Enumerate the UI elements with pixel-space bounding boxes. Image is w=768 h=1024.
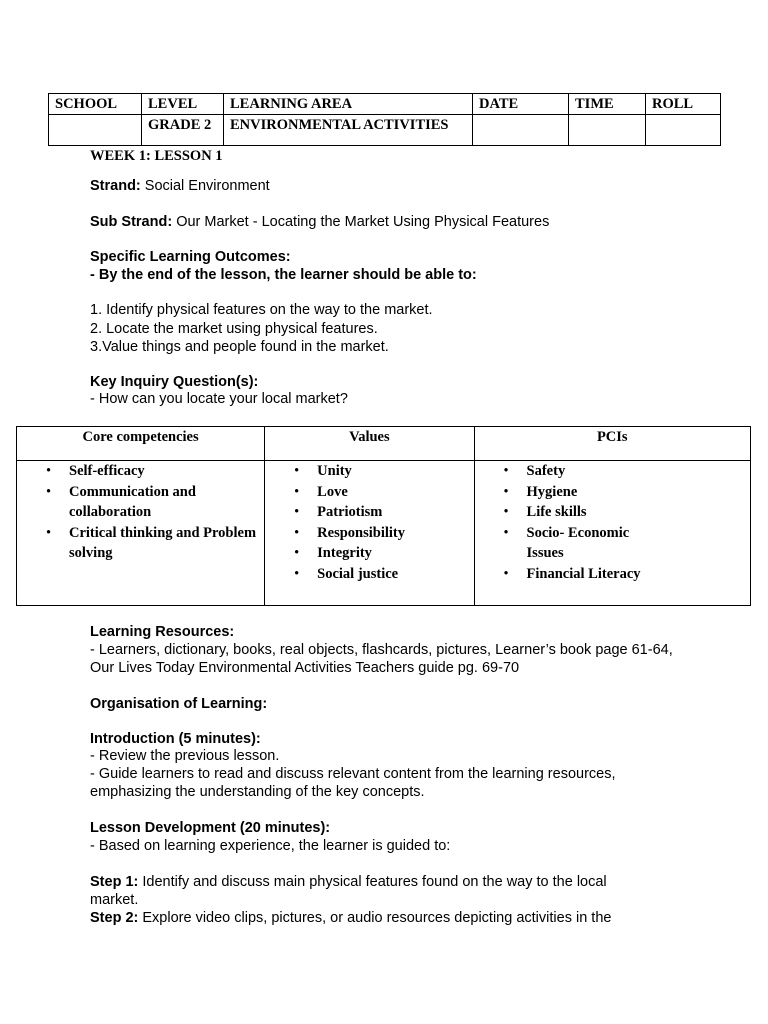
values-header: Values [265,427,474,461]
week-lesson-title: WEEK 1: LESSON 1 [90,148,223,164]
header-roll: ROLL [646,94,721,115]
introduction-heading: Introduction (5 minutes): [90,731,261,747]
development-step [90,873,650,909]
pci-item: • Socio- Economic Issues [527,523,750,564]
development-steps [90,873,650,927]
pci-item: • Life skills [527,502,750,523]
development-step [90,909,650,927]
value-school [49,115,142,146]
values-cell [265,461,474,606]
outcomes-list [90,301,690,357]
pcis-header: PCIs [474,427,750,461]
core-competencies-header: Core competencies [17,427,265,461]
outcomes-intro: - By the end of the lesson, the learner should be able to: [90,267,477,283]
introduction-item: - Guide learners to read and discuss relevant content from the learning resources, emphasizing the understanding of the key concepts. [90,766,616,800]
value-level: GRADE 2 [142,115,224,146]
value-item: • Patriotism [317,502,473,523]
pci-item: • Financial Literacy [527,564,750,585]
development-heading: Lesson Development (20 minutes): [90,820,331,836]
strand-line [90,177,690,195]
value-learning-area: ENVIRONMENTAL ACTIVITIES [224,115,473,146]
values-list [265,461,473,584]
development-intro: - Based on learning experience, the learner is guided to: [90,838,451,854]
pcis-list [475,461,750,584]
value-item: • Integrity [317,543,473,564]
core-competency-item: • Critical thinking and Problem solving [69,523,264,564]
pcis-cell [474,461,750,606]
inquiry-question: - How can you locate your local market? [90,391,348,407]
organisation-heading: Organisation of Learning: [90,696,268,712]
competencies-table [16,426,751,606]
value-item: • Unity [317,461,473,482]
strand-label: Strand: [90,178,141,194]
value-date [473,115,569,146]
core-competency-item: • Self-efficacy [69,461,264,482]
outcome-item: 2. Locate the market using physical features. [90,320,378,337]
strand-value: Social Environment [140,178,270,194]
outcome-item: 1. Identify physical features on the way to the market. [90,302,433,318]
outcome-item: 3.Value things and people found in the market. [90,339,389,355]
value-roll [646,115,721,146]
step-text: Identify and discuss main physical features found on the way to the local market. [90,874,607,908]
outcomes-heading: Specific Learning Outcomes: [90,249,291,265]
header-level: LEVEL [142,94,224,115]
header-learning-area: LEARNING AREA [224,94,473,115]
resources-heading: Learning Resources: [90,624,235,640]
sub-strand-value: Our Market - Locating the Market Using Physical Features [172,214,550,230]
inquiry-heading: Key Inquiry Question(s): [90,374,259,390]
core-competency-item: • Communication and collaboration [69,482,264,523]
sub-strand-label: Sub Strand: [90,214,173,230]
step-label: Step 2: [90,910,139,926]
header-time: TIME [569,94,646,115]
header-values-row [49,115,721,146]
value-time [569,115,646,146]
competencies-body-row [17,461,751,606]
core-competencies-cell [17,461,265,606]
header-row [49,94,721,115]
sub-strand-line [90,213,690,231]
value-item: • Love [317,482,473,503]
resources-text: - Learners, dictionary, books, real objects, flashcards, pictures, Learner’s book page 61-64, Our Lives Today Environmental Activities Teachers guide pg. 69-70 [90,642,673,676]
competencies-header-row [17,427,751,461]
step-label: Step 1: [90,874,139,890]
value-item: • Responsibility [317,523,473,544]
pci-item: • Hygiene [527,482,750,503]
core-competencies-list [17,461,264,564]
introduction-list [90,747,650,801]
step-text: Explore video clips, pictures, or audio resources depicting activities in the [138,910,612,926]
header-date: DATE [473,94,569,115]
lesson-header-table [48,93,721,146]
pci-item: • Safety [527,461,750,482]
introduction-item: - Review the previous lesson. [90,748,280,764]
header-school: SCHOOL [49,94,142,115]
value-item: • Social justice [317,564,473,585]
